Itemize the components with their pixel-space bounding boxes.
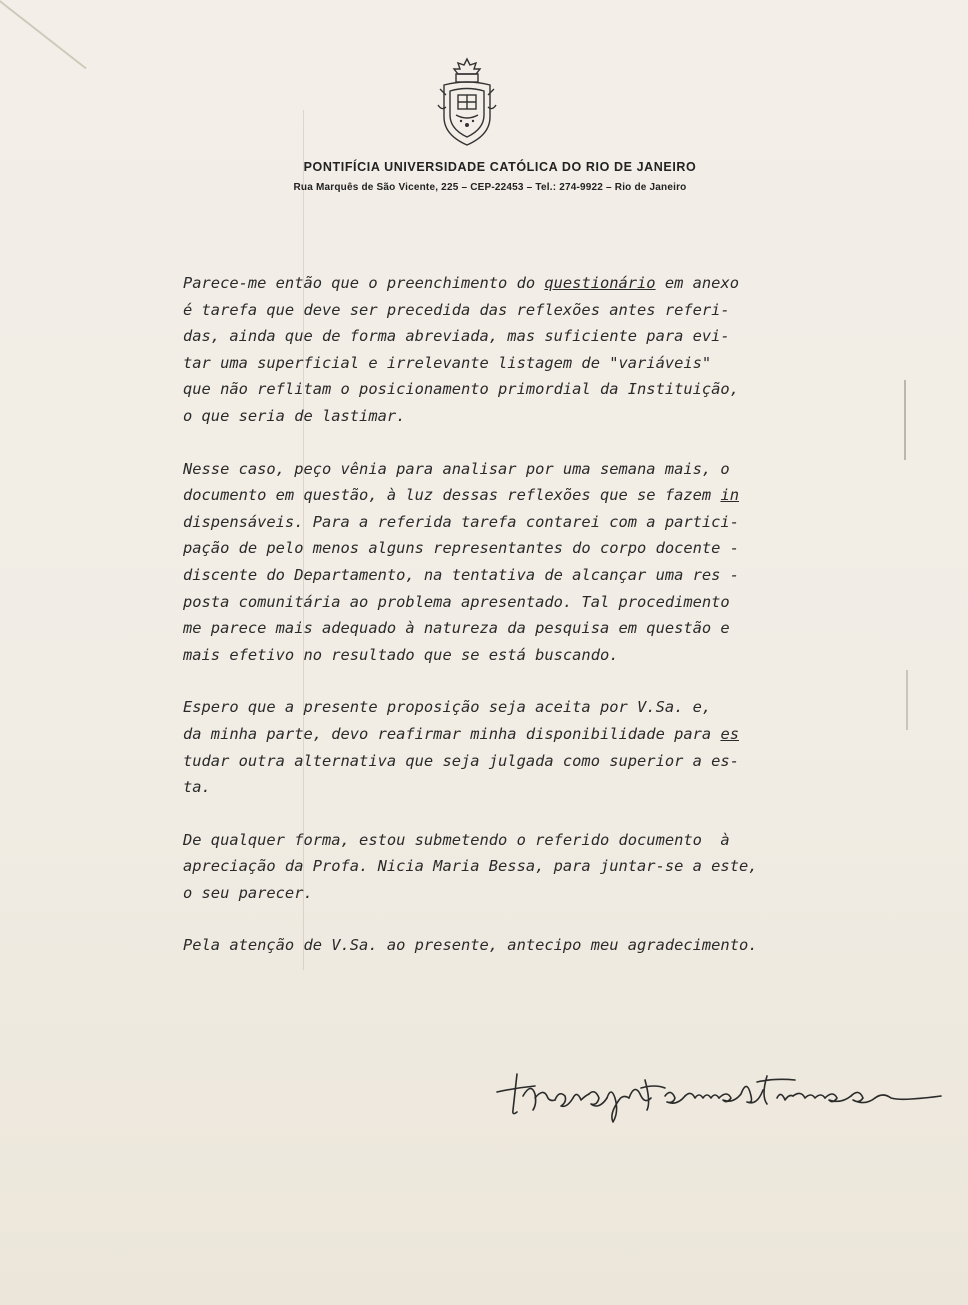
text-line-underlined: questionário [544,274,656,292]
letterhead [200,160,760,193]
edge-mark [904,380,906,460]
text-line: é tarefa que deve ser precedida das reflexões antes referi- [183,300,730,319]
paragraph-3 [183,694,863,800]
text-line: mais efetivo no resultado que se está buscando. [183,645,619,664]
text-line: posta comunitária ao problema apresentado. Tal procedimento [183,592,730,611]
text-line: apreciação da Profa. Nicia Maria Bessa, para juntar-se a este, [183,857,758,876]
university-crest-icon [432,55,502,150]
text-line-underlined: in [720,486,739,505]
text-line: Parece-me então que o preenchimento do [183,274,545,292]
text-line: dispensáveis. Para a referida tarefa contarei com a partici- [183,512,739,531]
text-line: pação de pelo menos alguns representantes do corpo docente - [183,539,739,558]
text-line: ta. [183,778,211,797]
corner-fold [0,0,87,69]
text-line: em anexo [655,274,739,292]
text-line: que não reflitam o posicionamento primordial da Instituição, [183,380,739,399]
text-line: o seu parecer. [183,883,313,902]
institution-address: Rua Marquês de São Vicente, 225 – CEP-22453 – Tel.: 274-9922 – Rio de Janeiro [293,182,687,193]
text-line-underlined: es [720,724,739,743]
text-line: da minha parte, devo reafirmar minha disponibilidade para [183,724,721,743]
paragraph-1 [183,270,863,430]
institution-name: PONTIFÍCIA UNIVERSIDADE CATÓLICA DO RIO DE JANEIRO [303,160,697,174]
text-line: Pela atenção de V.Sa. ao presente, antecipo meu agradecimento. [183,936,758,955]
text-line: documento em questão, à luz dessas reflexões que se fazem [183,486,721,505]
letter-body [183,270,863,985]
text-line: discente do Departamento, na tentativa de alcançar uma res - [183,565,739,584]
paragraph-5 [183,932,863,959]
text-line: tar uma superficial e irrelevante listagem de "variáveis" [183,353,712,372]
text-line: me parece mais adequado à natureza da pesquisa em questão e [183,619,730,638]
paragraph-2 [183,456,863,669]
text-line: das, ainda que de forma abreviada, mas suficiente para evi- [183,327,730,346]
text-line: Nesse caso, peço vênia para analisar por uma semana mais, o [183,459,730,478]
edge-mark [906,670,908,730]
paragraph-4 [183,827,863,907]
text-line: o que seria de lastimar. [183,406,406,425]
text-line: tudar outra alternativa que seja julgada como superior a es- [183,751,739,770]
text-line: Espero que a presente proposição seja aceita por V.Sa. e, [183,698,712,717]
text-line: De qualquer forma, estou submetendo o referido documento à [183,830,730,849]
handwritten-signature [495,1052,945,1127]
